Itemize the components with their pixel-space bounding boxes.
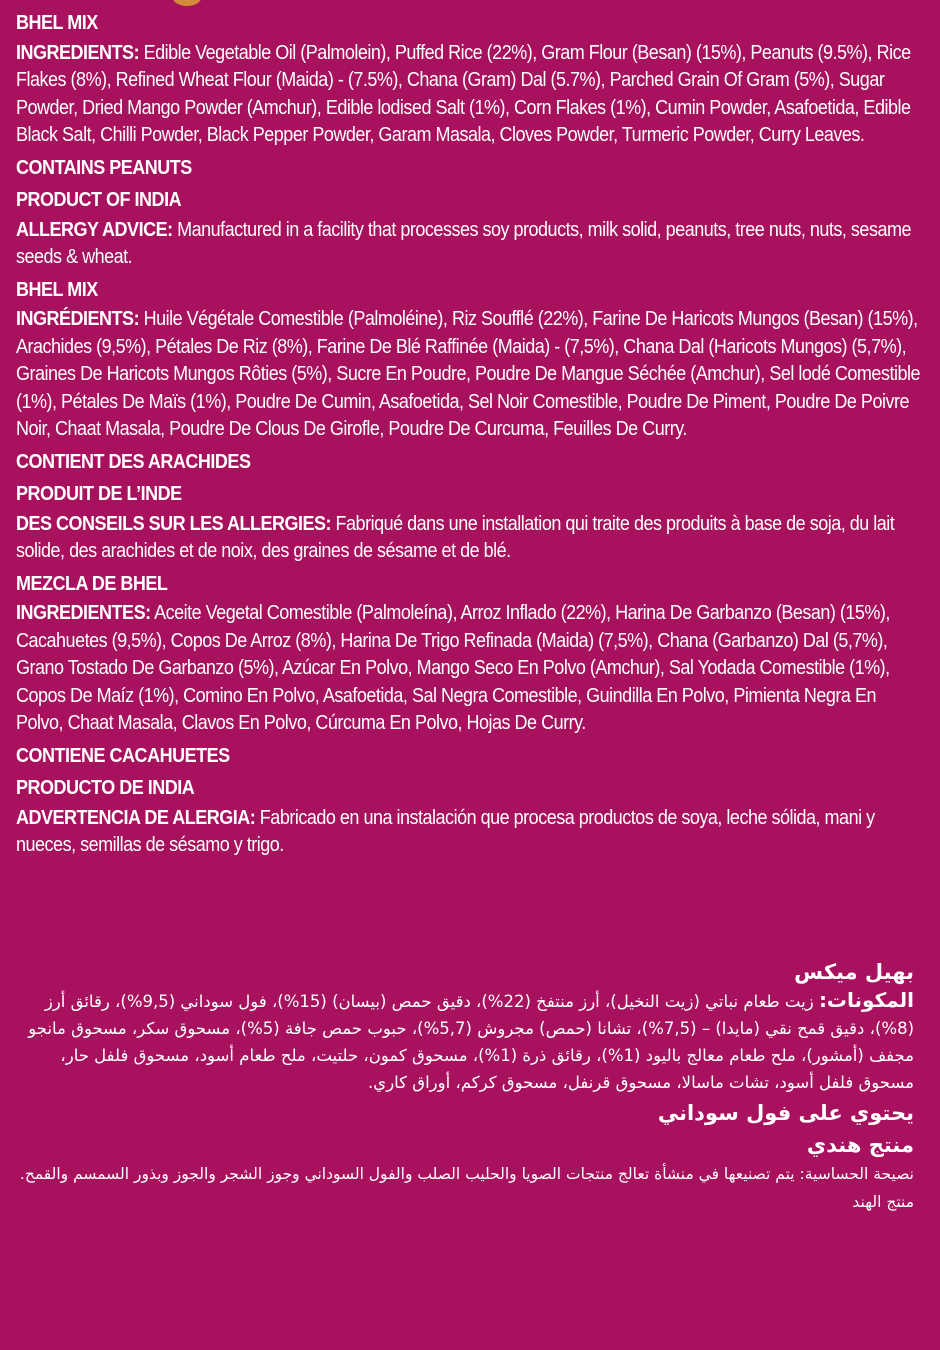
spanish-ingredients-label: INGREDIENTES:: [16, 602, 151, 624]
arabic-allergy: نصيحة الحساسية: يتم تصنيعها في منشأة تعالج منتجات الصويا والحليب الصلب والفول السوداني وجوز الشجر والجوز وبذور السمسم والقمح.: [19, 1165, 914, 1183]
arabic-contains: يحتوي على فول سوداني: [657, 1101, 914, 1125]
section-french: [16, 272, 921, 566]
arabic-ingredients: [12, 987, 914, 1096]
spanish-ingredients-text: Aceite Vegetal Comestible (Palmoleína), Arroz Inflado (22%), Harina De Garbanzo (Besan) (15%), Cacahuetes (9,5%), Copos De Arroz (8%), Harina De Trigo Refinada (Maida) (7,5%), Chana (Garbanzo) Dal (5,7%), Grano Tostado De Garbanzo (5%), Azúcar En Polvo, Mango Seco En Polvo (Amchur), Sal Yodada Comestible (1%), Copos De Maíz (1%), Comino En Polvo, Asafoetida, Sal Negra Comestible, Guindilla En Polvo, Pimienta Negra En Polvo, Chaat Masala, Clavos En Polvo, Cúrcuma En Polvo, Hojas De Curry.: [16, 602, 890, 734]
spanish-allergy: [16, 803, 921, 860]
spanish-ingredients: [16, 598, 921, 738]
arabic-origin-secondary: منتج الهند: [852, 1193, 914, 1211]
arabic-ingredients-label: المكونات:: [818, 988, 914, 1012]
french-allergy: [16, 509, 921, 566]
french-ingredients-label: INGRÉDIENTS:: [16, 308, 140, 330]
section-arabic: [12, 958, 914, 1216]
section-english: [16, 10, 921, 272]
arabic-ingredients-text: زيت طعام نباتي (زيت النخيل)، أرز منتفخ (22%)، دقيق حمص (بيسان) (15%)، فول سوداني (9,5%)، رقائق أرز (8%)، دقيق قمح نقي (مايدا) – (7,5%)، تشانا (حمص) مجروش (5,7%)، حبوب حمص جافة (5%)، مسحوق سكر، مسحوق مانجو مجفف (أمشور)، ملح طعام معالج باليود (1%)، رقائق ذرة (1%)، مسحوق كمون، حلتيت، ملح طعام أسود، مسحوق فلفل حار، مسحوق فلفل أسود، تشات ماسالا، مسحوق قرنفل، مسحوق كركم، أوراق كاري.: [28, 992, 914, 1092]
french-title: BHEL MIX: [16, 278, 98, 301]
english-title: BHEL MIX: [16, 12, 98, 34]
french-origin: PRODUIT DE L’INDE: [16, 483, 182, 505]
english-ingredients: [16, 38, 921, 150]
english-ingredients-label: INGREDIENTS:: [16, 41, 140, 64]
english-allergy-label: ALLERGY ADVICE:: [16, 218, 173, 241]
nutrition-label-panel: [16, 10, 922, 860]
arabic-origin: منتج هندي: [806, 1133, 914, 1157]
spanish-contains: CONTIENE CACAHUETES: [16, 744, 230, 767]
arabic-title: بهيل ميكس: [794, 960, 914, 984]
package-artwork-fragment: [172, 0, 202, 6]
french-allergy-text: Fabriqué dans une installation qui traite des produits à base de soja, du lait solide, des arachides et de noix, des graines de sésame et de blé.: [16, 512, 895, 562]
spanish-title: MEZCLA DE BHEL: [16, 572, 168, 595]
french-allergy-label: DES CONSEILS SUR LES ALLERGIES:: [16, 512, 332, 535]
spanish-allergy-label: ADVERTENCIA DE ALERGIA:: [16, 806, 256, 829]
spanish-allergy-text: Fabricado en una instalación que procesa productos de soya, leche sólida, mani y nueces, semillas de sésamo y trigo.: [16, 806, 875, 856]
french-contains: CONTIENT DES ARACHIDES: [16, 450, 251, 473]
section-spanish: [16, 566, 921, 860]
french-ingredients-text: Huile Végétale Comestible (Palmoléine), Riz Soufflé (22%), Farine De Haricots Mungos (Besan) (15%), Arachides (9,5%), Pétales De Riz (8%), Farine De Blé Raffinée (Maida) - (7,5%), Chana Dal (Haricots Mungos) (5,7%), Graines De Haricots Mungos Rôties (5%), Sucre En Poudre, Poudre De Mangue Séchée (Amchur), Sel lodé Comestible (1%), Pétales De Maïs (1%), Poudre De Cumin, Asafoetida, Sel Noir Comestible, Poudre De Piment, Poudre De Poivre Noir, Chaat Masala, Poudre De Clous De Girofle, Poudre De Curcuma, Feuilles De Curry.: [16, 308, 921, 440]
english-ingredients-text: Edible Vegetable Oil (Palmolein), Puffed Rice (22%), Gram Flour (Besan) (15%), Peanuts (9.5%), Rice Flakes (8%), Refined Wheat Flour (Maida) - (7.5%), Chana (Gram) Dal (5.7%), Parched Grain Of Gram (5%), Sugar Powder, Dried Mango Powder (Amchur), Edible lodised Salt (1%), Corn Flakes (1%), Cumin Powder, Asafoetida, Edible Black Salt, Chilli Powder, Black Pepper Powder, Garam Masala, Cloves Powder, Turmeric Powder, Curry Leaves.: [16, 41, 911, 146]
english-contains: CONTAINS PEANUTS: [16, 156, 192, 179]
spanish-origin: PRODUCTO DE INDIA: [16, 777, 195, 799]
english-allergy: [16, 215, 921, 272]
french-ingredients: [16, 304, 921, 444]
latin-text-block: [16, 10, 921, 860]
english-origin: PRODUCT OF INDIA: [16, 189, 182, 211]
english-allergy-text: Manufactured in a facility that processes soy products, milk solid, peanuts, tree nuts, nuts, sesame seeds & wheat.: [16, 218, 911, 268]
